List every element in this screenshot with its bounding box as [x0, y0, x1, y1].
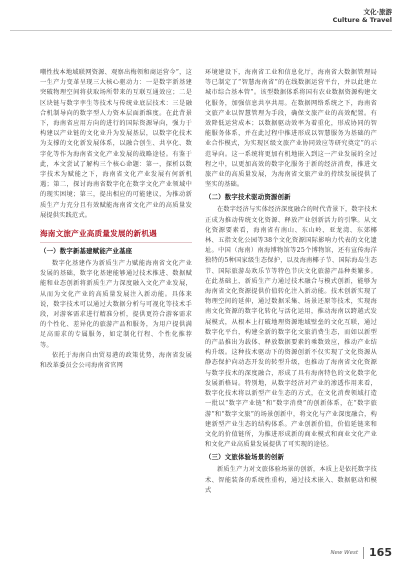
section-label: 文化·旅游	[363, 8, 392, 16]
body-paragraph: 数字化基建作为新质生产力赋能海南省文化产业发展的基础，数字化基建能够通过技术推进、数据赋能和业态创新将新质生产力深度融入文化产业发展，从而为文化产业的高质量发展注入新动能。具体来说，数字技术可以通过大数据分析与可视化等技术手段，对游客需求进行精准分析，提供更符合游客需求的个性化、差异化的旅游产品和服务，为用户提供满足高需求的专属服务，如定制化行程、个性化推荐等。	[40, 260, 192, 349]
body-paragraph: 新质生产力对文旅体验场景的创新，本质上是依托数字技术、智能装备的系统性重构，通过技术嵌入、数据驱动和模式	[205, 466, 377, 494]
subsection-title: （二）数字技术驱动资源创新	[205, 193, 291, 202]
right-column	[205, 68, 377, 496]
body-paragraph: 嘲性找本地域联网资源、观察出梅领和商运营今”，这一生产力变革呈现三大核心驱动力：一是数字新基建突破物理空间将获取场所带来的互联互通效应；二是区块链与数字孪生等技术与传统业底层技术：三是融合机制导向的数字型人力资本层面新维度。在此背景下，海南省应用方向的进行的国际资源导向，强力于构建以产业链的文化业升为发展基层，以数字化技术为支撑的文化新发展体系，以融合创生、共享化、数字化等作为海南省文化产业发展的战略途径。有鉴于此，本文尝试了解构三个核心命题：第一，探析以数字技术为赋能之下，海南省文化产业发展有何新机遇；第二，探讨海南省数字化在数字文化产业领域中的现实困境；第三，提出相应的可能建议，为推动新质生产力充分且有效赋能海南省文化产业的高质量发展提供实践范式。	[40, 69, 192, 219]
section-title: 海南文旅产业高质量发展的新机遇	[40, 228, 192, 243]
page-footer	[330, 546, 392, 559]
page-header	[10, 8, 392, 30]
body-paragraph: 在数字经济与实体经济深度融合的时代背景下，数字技术正成为推动传统文化资源、释放产业创新活力的引擎。从文化资源要素看，海南省有南山、东山岭、亚龙湾、东郊椰林、五指文化公园等38个文化资源国际影响力代表的文化遗址。中国（海南）南海博物馆等25个博物馆，还有宣传海洋独特的5种国家级生态保护，以及海南椰子节、国际海岛生态节、国际旅游岛欢乐节等特色节庆文化旅游产品种类繁多。在此基础上，新质生产力通过技术融合与模式创新，能够为海南省文化资源提供价值转化注入新动能。技术创新实现了物理空间的延伸，通过数据采集、场景还原等技术，实现海南文化资源的数字化转化与活化运用，推动海南以跨越式发展模式，从根本上打破地理资源地域壁垒的文化互联，通过数字化平台，构建全新的数字化文旅消费生态，而如以新型的产品推出为载体、释放数据要素的乘数效应，推动产业结构升级。这种技术驱动下的资源创新不仅实现了文化资源从静态保护向动态开发的转型升级，也推动了海南省文化资源与数字技术的深度融合，形成了具有海南特色的文化数字化发展新格局。特别地，从数字经济对产业的渗透作用来看，数字化技术将以新型产业生态的方式，在文化消费领域打造一批以“数字产业链”和“数字消费”的创新体系，在“数字旅游”和“数字文旅”的场景创新中，将文化与产业深度融合，构建新型产业生态的结构体系。产业创新价值，价值延链来和文化的价值链所，为推进形成新的商业模式和商业文化产业和文化产业高质量发展提供了可实现的途径。	[205, 206, 377, 449]
body-paragraph: 环境建设下，海南省工业和信息化厅，海南省大数据管理局等已制定了“智慧海南省”的在线数据运营平台，并以此建立城市综合基本管”。该型数据体系将国有农业数据资源构建文化服务，加强信息共享共用。在数据网络系统之下，海南省文旅产业以智慧管理为手段，确保文旅产业的高效配置。有效降低运营成本；以数据驱动效率为着重化，形成协同的智能服务体系，并在此过程中推进形成以智慧服务为基础的产业合作模式，为实现区级文旅产业协同效应等研究奠定”的示范导向。这一系统将更加有机地嵌入到这一产业发展的全过程之中，以更加高效的数字化服务于新的经济消费，推进文旅产业的高质量发展，为海南省文旅产业的持续发展提供了坚实的基础。	[205, 69, 377, 189]
footer-divider	[363, 547, 364, 559]
body-paragraph: 依托于海南自由贸易港的政策优势，海南省发展和改革委员会公司海南省官网	[40, 351, 192, 370]
page-number: 165	[369, 546, 392, 559]
magazine-name: New West	[330, 549, 359, 556]
section-label-en: Culture & Travel	[332, 16, 392, 24]
subsection-title: （一）数字新基建赋能产业基座	[40, 247, 133, 256]
subsection-title: （三）文旅体验场景的创新	[205, 453, 285, 462]
header-rule	[10, 30, 392, 31]
left-column	[40, 68, 192, 371]
